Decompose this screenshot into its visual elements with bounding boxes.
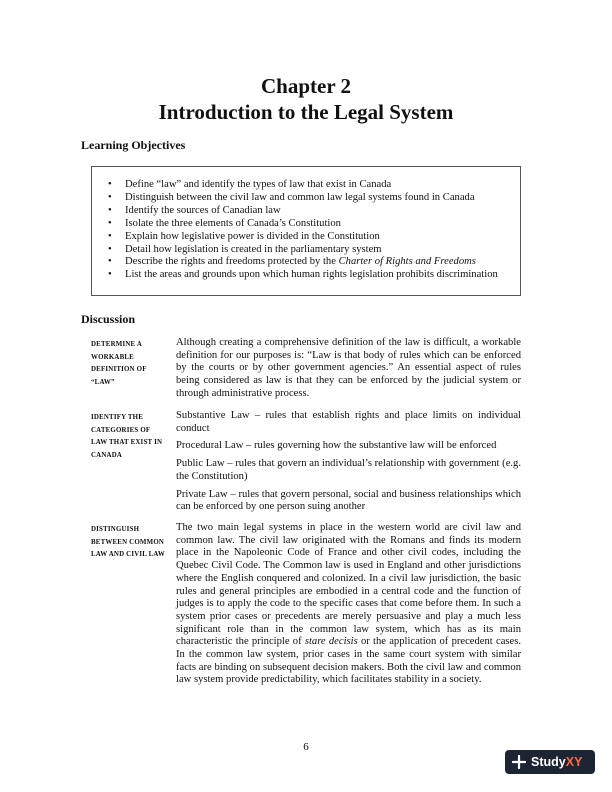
page-number: 6 [303, 741, 309, 753]
bullet-icon: • [108, 179, 112, 190]
bullet-icon: • [108, 256, 112, 268]
paragraph: The two main legal systems in place in the western world are civil law and common law. The civil law originated with the Romans and finds its modern place in the Napoleonic Code of France and other civil codes, including the Quebec Civil Code. The Common law is used in England and other jurisdictions where the English conquered and colonized. In a civil law jurisdiction, the basic rules and general principles are embodied in a central code and the function of judges is to apply the code to the specific cases that come before them. In such a system prior cases or precedents are merely persuasive and play a much less significant role than in the common law system, which has as its main characteristic the principle of stare decisis or the application of precedent cases. In the common law system, prior cases in the same court system with similar facts are binding on subsequent decision makers. Both the civil law and common law system provide predictability, which facilitates stability in a society. [176, 522, 521, 686]
list-item: • Detail how legislation is created in the parliamentary system [108, 243, 382, 255]
row-body [176, 410, 521, 519]
side-label: DISTINGUISH BETWEEN COMMON LAW AND CIVIL LAW [91, 526, 165, 558]
chapter-title [0, 73, 612, 125]
paragraph: Public Law – rules that govern an individual’s relationship with government (e.g. the Constitution) [176, 458, 521, 482]
bullet-icon: • [108, 243, 112, 255]
bullet-icon: • [108, 204, 112, 216]
learning-objectives-list [104, 179, 498, 282]
bullet-icon: • [108, 217, 112, 229]
bullet-icon: • [108, 269, 112, 281]
list-item: • Distinguish between the civil law and common law legal systems found in Canada [108, 191, 475, 203]
list-item: • Explain how legislative power is divided in the Constitution [108, 230, 380, 242]
chapter-number: Chapter 2 [260, 74, 352, 98]
discussion-heading: Discussion [81, 312, 136, 326]
list-item: • Define “law” and identify the types of law that exist in Canada [108, 179, 392, 190]
paragraph: Substantive Law – rules that establish rights and place limits on individual conduct [176, 410, 521, 434]
paragraph: Although creating a comprehensive definition of the law is difficult, a workable definition for our purposes is: “Law is that body of rules which can be enforced by the courts or by other government agencies.” An essential aspect of rules being considered as law is that they can be enforced by the judicial system or through administrative process. [176, 337, 521, 399]
learning-objectives-box [91, 166, 521, 296]
studyxy-watermark [505, 750, 595, 774]
paragraph: Private Law – rules that govern personal, social and business relationships which can be enforced by one person suing another [176, 488, 521, 513]
list-item: • List the areas and grounds upon which human rights legislation prohibits discrimination [108, 269, 498, 281]
brand-main: Study [531, 755, 566, 769]
row-body [176, 522, 521, 692]
row-body [176, 337, 521, 406]
list-item: • Describe the rights and freedoms protected by the Charter of Rights and Freedoms [108, 256, 476, 268]
plus-icon [512, 755, 526, 769]
bullet-icon: • [108, 230, 112, 242]
latin-term: stare decisis [304, 636, 358, 648]
charter-title: Charter of Rights and Freedoms [338, 256, 476, 268]
list-item: • Isolate the three elements of Canada’s Constitution [108, 217, 341, 229]
list-item: • Identify the sources of Canadian law [108, 204, 281, 216]
bullet-icon: • [108, 191, 112, 203]
learning-objectives-heading: Learning Objectives [81, 138, 186, 152]
side-label: DETERMINE A WORKABLE DEFINITION OF “LAW” [91, 341, 147, 386]
side-label: IDENTIFY THE CATEGORIES OF LAW THAT EXIST IN CANADA [91, 414, 163, 459]
paragraph: Procedural Law – rules governing how the substantive law will be enforced [176, 440, 497, 452]
brand-accent: XY [565, 755, 583, 769]
chapter-name: Introduction to the Legal System [158, 100, 454, 124]
